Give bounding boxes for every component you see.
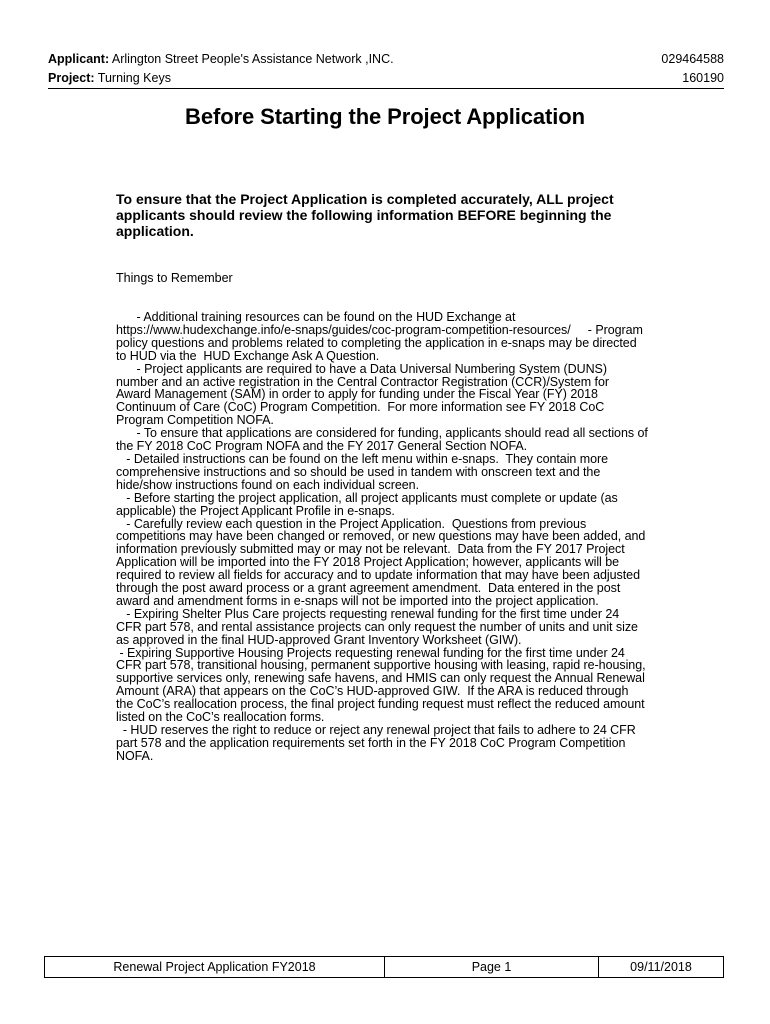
instructions-line: listed on the CoC’s reallocation forms. (116, 710, 325, 725)
instructions-line: - To ensure that applications are considered for funding, applicants should read all sections of (116, 426, 648, 441)
instructions-line: NOFA. (116, 748, 154, 763)
instructions-line: as approved in the final HUD-approved Grant Inventory Worksheet (GIW). (116, 632, 522, 647)
project-field (48, 69, 171, 88)
instructions-line: Application will be imported into the FY 2018 Project Application; however, applicants will be (116, 555, 619, 570)
instructions-line: part 578 and the application requirements set forth in the FY 2018 CoC Program Competition (116, 735, 626, 750)
instructions-line: - Additional training resources can be found on the HUD Exchange at (116, 310, 516, 324)
instructions-line: supportive services only, renewing safe havens, and HMIS can only request the Annual Renewal (116, 671, 645, 686)
instructions-line: competitions may have been changed or removed, or new questions may have been added, and (116, 529, 646, 544)
instructions-line: - HUD reserves the right to reduce or reject any renewal project that fails to adhere to 24 CFR (116, 723, 636, 737)
instructions-line: through the post award process or a grant agreement amendment. Data entered in the post (116, 581, 621, 596)
applicant-field (48, 50, 394, 69)
instructions-line: - Expiring Supportive Housing Projects requesting renewal funding for the first time under 24 (116, 645, 625, 660)
instructions-body (116, 311, 661, 763)
instructions-line: hide/show instructions found on each individual screen. (116, 477, 419, 492)
instructions-line: CFR part 578, transitional housing, permanent supportive housing with leasing, rapid re-housing, (116, 658, 646, 673)
instructions-line: number and an active registration in the Central Contractor Registration (CCR)/System for (116, 374, 609, 389)
instructions-line: - Expiring Shelter Plus Care projects requesting renewal funding for the first time under 24 (116, 606, 620, 621)
instructions-line: - Before starting the project application, all project applicants must complete or update (as (116, 490, 618, 505)
intro-paragraph: To ensure that the Project Application is completed accurately, ALL project applicants should review the following information BEFORE beginning the application. (116, 191, 614, 239)
page-footer (44, 956, 724, 978)
applicant-row (48, 50, 724, 69)
applicant-name: Arlington Street People's Assistance Network ,INC. (109, 52, 394, 66)
page-title: Before Starting the Project Application (185, 104, 585, 129)
instructions-line: award and amendment forms in e-snaps will not be imported into the project application. (116, 593, 599, 608)
instructions-line: - Carefully review each question in the Project Application. Questions from previous (116, 516, 587, 531)
instructions-line: Program Competition NOFA. (116, 413, 274, 428)
footer-page-number: Page 1 (385, 957, 599, 977)
instructions-line: CFR part 578, and rental assistance projects can only request the number of units and unit size (116, 619, 638, 634)
instructions-line: the FY 2018 CoC Program NOFA and the FY 2017 General Section NOFA. (116, 439, 528, 454)
things-to-remember-heading: Things to Remember (116, 271, 233, 285)
project-row (48, 69, 724, 88)
instructions-line: Continuum of Care (CoC) Program Competition. For more information see FY 2018 CoC (116, 400, 605, 415)
instructions-line: to HUD via the HUD Exchange Ask A Question. (116, 348, 380, 363)
instructions-line: Award Management (SAM) in order to apply for funding under the Fiscal Year (FY) 2018 (116, 387, 598, 402)
page-header (48, 50, 724, 89)
applicant-id: 029464588 (661, 52, 724, 66)
instructions-line: comprehensive instructions and so should be used in tandem with onscreen text and the (116, 464, 601, 479)
project-label: Project: (48, 71, 95, 85)
instructions-line: https://www.hudexchange.info/e-snaps/guides/coc-program-competition-resources/ - Program (116, 322, 643, 337)
instructions-line: the CoC’s reallocation process, the final project funding request must reflect the reduced amount (116, 697, 645, 712)
instructions-line: - Project applicants are required to have a Data Universal Numbering System (DUNS) (116, 361, 607, 376)
instructions-line: required to review all fields for accuracy and to update information that may have been adjusted (116, 568, 640, 583)
instructions-line: - Detailed instructions can be found on the left menu within e-snaps. They contain more (116, 451, 609, 466)
project-id: 160190 (682, 71, 724, 85)
footer-form-name: Renewal Project Application FY2018 (45, 957, 385, 977)
applicant-label: Applicant: (48, 52, 110, 66)
project-name: Turning Keys (94, 71, 171, 85)
instructions-line: information previously submitted may or may not be relevant. Data from the FY 2017 Project (116, 542, 625, 557)
instructions-line: applicable) the Project Applicant Profile in e-snaps. (116, 503, 395, 518)
instructions-line: policy questions and problems related to completing the application in e-snaps may be directed (116, 335, 637, 350)
instructions-line: Amount (ARA) that appears on the CoC’s HUD-approved GIW. If the ARA is reduced through (116, 684, 629, 699)
footer-date: 09/11/2018 (630, 960, 692, 974)
